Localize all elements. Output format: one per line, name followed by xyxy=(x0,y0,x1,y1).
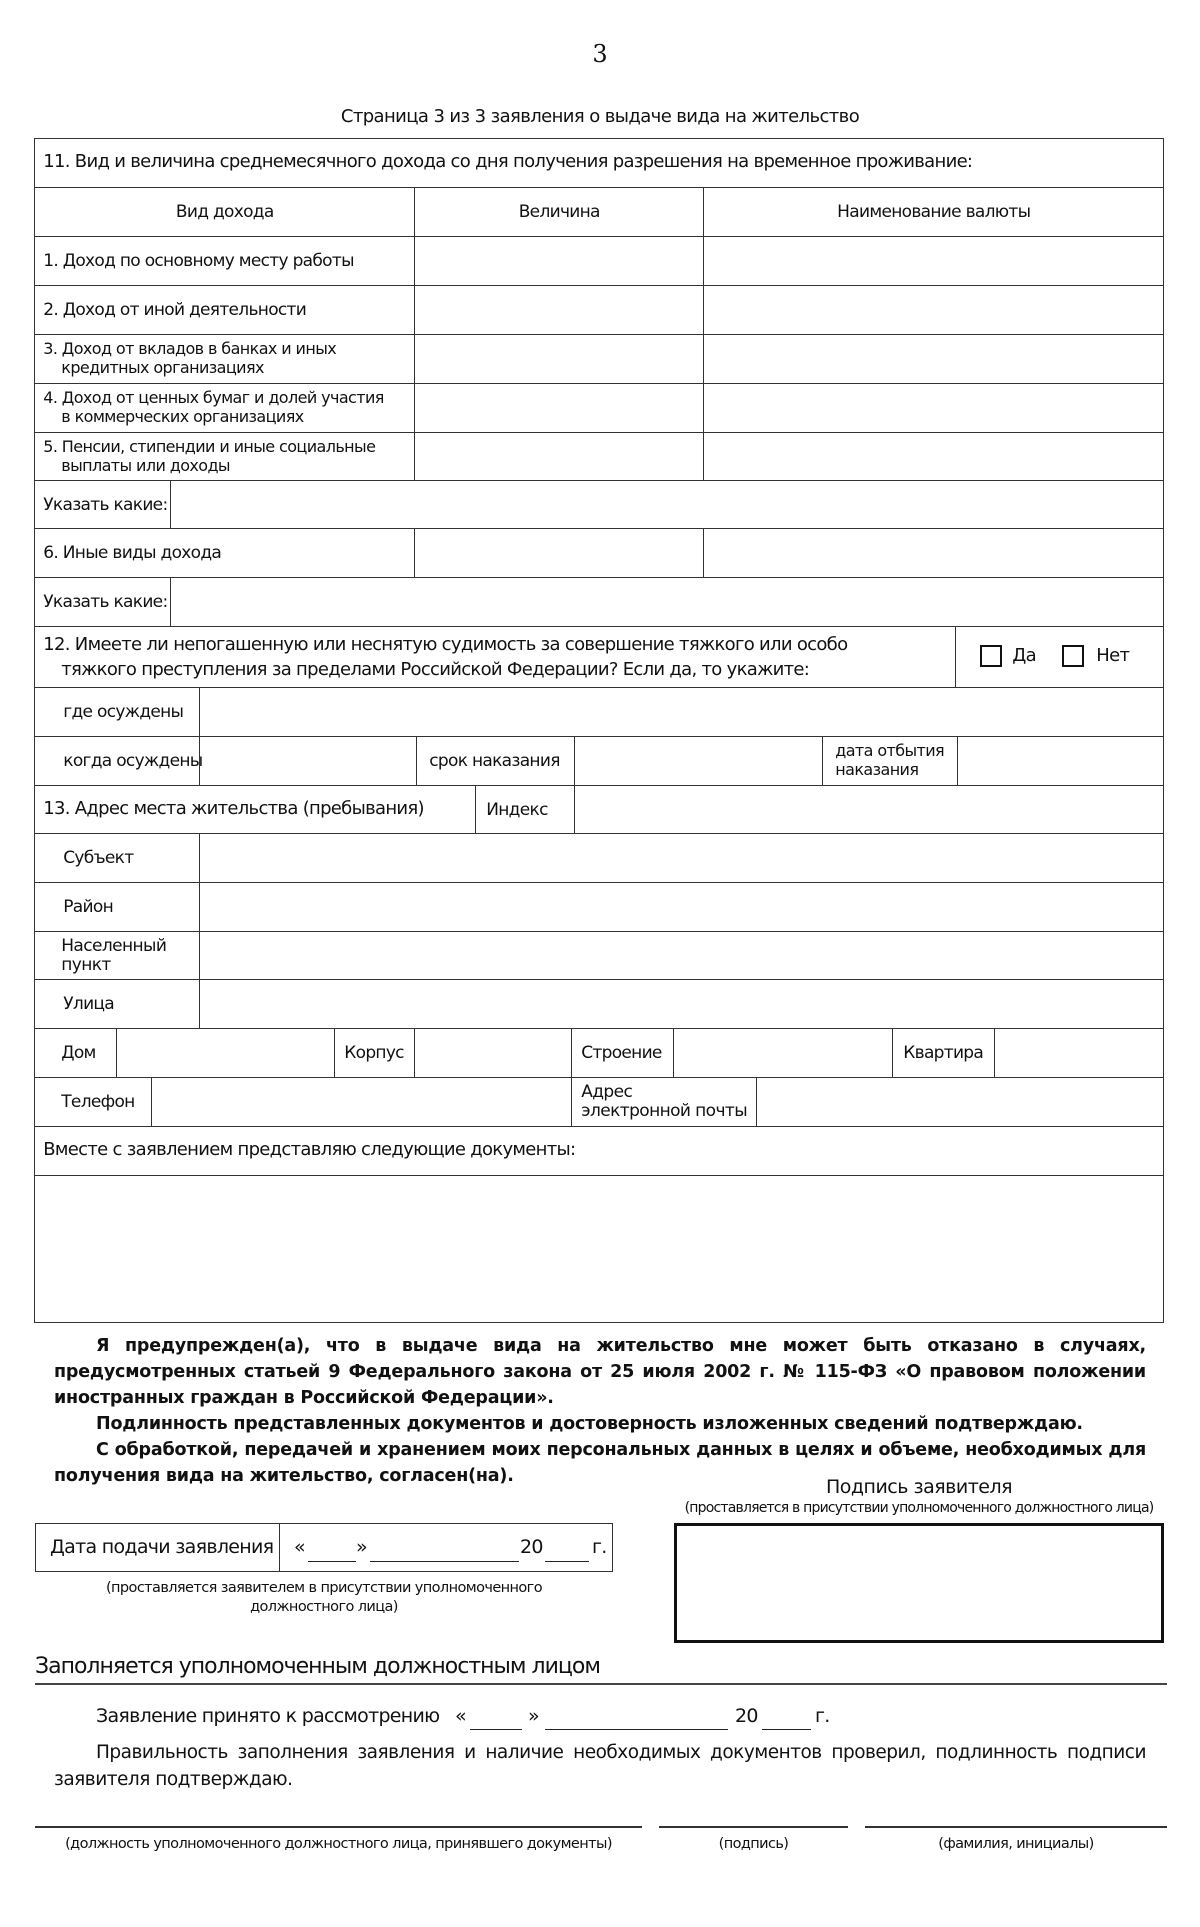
col-header-income-type-label: Вид дохода xyxy=(175,202,274,223)
accepted-label: Заявление принято к рассмотрению xyxy=(96,1705,440,1727)
income-row-1-label xyxy=(34,236,415,286)
specify-1-label-cell xyxy=(34,480,171,529)
email-label-line1: Адрес xyxy=(581,1082,633,1103)
building-field[interactable] xyxy=(414,1028,572,1078)
section13-heading-cell xyxy=(34,785,476,834)
building-label: Корпус xyxy=(344,1043,404,1064)
income-row-4-text-line2: в коммерческих организациях xyxy=(61,407,304,427)
income-row-6-amount-field[interactable] xyxy=(414,528,704,578)
no-label: Нет xyxy=(1096,645,1130,667)
col-header-amount xyxy=(414,187,704,237)
where-field[interactable] xyxy=(199,687,1164,737)
accepted-open-quote: « xyxy=(455,1705,466,1727)
yes-no-cell xyxy=(955,626,1164,688)
income-row-5-amount-field[interactable] xyxy=(414,432,704,481)
submission-note-line2: должностного лица) xyxy=(250,1599,398,1615)
accepted-day-field[interactable] xyxy=(470,1729,522,1730)
locality-field[interactable] xyxy=(199,931,1164,980)
submission-date-box xyxy=(35,1523,613,1572)
declaration-consent: С обработкой, передачей и хранением моих персональных данных в целях и объеме, необходимых для получения вида на жительство, согласен(на). xyxy=(54,1440,1146,1486)
position-signature-line[interactable] xyxy=(35,1826,642,1828)
section12-question-line2: тяжкого преступления за пределами Российской Федерации? Если да, то укажите: xyxy=(61,659,810,681)
submission-year-suffix: г. xyxy=(592,1536,607,1558)
income-row-4-currency-field[interactable] xyxy=(703,383,1164,433)
signature-line[interactable] xyxy=(659,1826,848,1828)
accepted-year-suffix: г. xyxy=(815,1705,830,1727)
release-date-field[interactable] xyxy=(957,736,1164,786)
apartment-label: Квартира xyxy=(903,1043,984,1064)
income-row-4-amount-field[interactable] xyxy=(414,383,704,433)
accepted-month-field[interactable] xyxy=(545,1729,728,1730)
release-label-line1: дата отбытия xyxy=(835,741,945,761)
submission-day-field[interactable] xyxy=(308,1561,356,1562)
no-checkbox[interactable] xyxy=(1062,645,1084,667)
official-heading: Заполняется уполномоченным должностным лицом xyxy=(35,1654,600,1679)
income-row-6-label xyxy=(34,528,415,578)
income-row-5-text-line2: выплаты или доходы xyxy=(61,456,230,476)
specify-2-label-cell xyxy=(34,577,171,627)
income-row-1-text: 1. Доход по основному месту работы xyxy=(43,251,354,272)
income-row-2-label xyxy=(34,285,415,335)
accepted-close-quote: » xyxy=(528,1705,539,1727)
income-row-1-amount-field[interactable] xyxy=(414,236,704,286)
declaration-authenticity: Подлинность представленных документов и достоверность изложенных сведений подтверждаю. xyxy=(96,1414,1083,1434)
index-field[interactable] xyxy=(574,785,1164,834)
official-heading-rule xyxy=(35,1683,1167,1685)
submission-year-field[interactable] xyxy=(545,1561,589,1562)
name-line[interactable] xyxy=(865,1826,1167,1828)
col-header-amount-label: Величина xyxy=(518,202,600,223)
section11-header-cell xyxy=(34,138,1164,188)
district-field[interactable] xyxy=(199,882,1164,932)
subject-field[interactable] xyxy=(199,833,1164,883)
specify-2-field[interactable] xyxy=(170,577,1164,627)
section12-question-line1: 12. Имеете ли непогашенную или неснятую судимость за совершение тяжкого или особо xyxy=(43,634,848,656)
income-row-2-text: 2. Доход от иной деятельности xyxy=(43,300,307,321)
income-row-6-currency-field[interactable] xyxy=(703,528,1164,578)
page-title: Страница 3 из 3 заявления о выдаче вида на жительство xyxy=(340,106,860,127)
section13-heading: 13. Адрес места жительства (пребывания) xyxy=(43,798,424,820)
submission-date-label: Дата подачи заявления xyxy=(50,1536,274,1558)
yes-label: Да xyxy=(1012,645,1036,667)
subject-label: Субъект xyxy=(63,848,134,869)
col-header-income-type xyxy=(34,187,415,237)
term-label-cell xyxy=(416,736,575,786)
building-label-cell xyxy=(334,1028,415,1078)
section12-question-cell xyxy=(34,626,956,688)
income-row-3-text-line2: кредитных организациях xyxy=(61,358,264,378)
declaration-text xyxy=(54,1333,1146,1489)
income-row-3-amount-field[interactable] xyxy=(414,334,704,384)
income-row-5-text-line1: 5. Пенсии, стипендии и иные социальные xyxy=(43,437,376,457)
term-label: срок наказания xyxy=(429,751,560,772)
section11-heading: 11. Вид и величина среднемесячного дохода со дня получения разрешения на временное проживание: xyxy=(43,151,973,173)
release-label-cell xyxy=(822,736,958,786)
documents-field[interactable] xyxy=(34,1175,1164,1323)
where-label: где осуждены xyxy=(63,702,184,723)
submission-note-line1: (проставляется заявителем в присутствии уполномоченного xyxy=(106,1580,542,1596)
structure-label: Строение xyxy=(581,1043,662,1064)
email-label-line2: электронной почты xyxy=(581,1101,748,1122)
index-label: Индекс xyxy=(486,800,548,821)
income-row-2-currency-field[interactable] xyxy=(703,285,1164,335)
locality-label-cell xyxy=(34,931,200,980)
term-field[interactable] xyxy=(574,736,823,786)
when-field[interactable] xyxy=(199,736,417,786)
street-label-cell xyxy=(34,979,200,1029)
index-label-cell xyxy=(475,785,575,834)
structure-field[interactable] xyxy=(673,1028,893,1078)
house-field[interactable] xyxy=(116,1028,335,1078)
phone-label: Телефон xyxy=(61,1092,135,1113)
income-row-5-currency-field[interactable] xyxy=(703,432,1164,481)
accepted-year-field[interactable] xyxy=(762,1729,811,1730)
income-row-6-text: 6. Иные виды дохода xyxy=(43,543,222,564)
street-label: Улица xyxy=(63,994,115,1015)
declaration-warning: Я предупрежден(а), что в выдаче вида на жительство мне может быть отказано в случаях, предусмотренных статьей 9 Федерального закона от 25 июля 2002 г. № 115-ФЗ «О правовом положении иностранных граждан в Российской Федерации». xyxy=(54,1336,1146,1408)
locality-label-line1: Населенный xyxy=(61,936,167,957)
specify-2-label: Указать какие: xyxy=(43,592,168,613)
structure-label-cell xyxy=(571,1028,674,1078)
caption-position: (должность уполномоченного должностного лица, принявшего документы) xyxy=(65,1836,612,1852)
specify-1-field[interactable] xyxy=(170,480,1164,529)
submission-century: 20 xyxy=(520,1536,543,1558)
signature-box[interactable] xyxy=(674,1523,1164,1643)
income-row-3-text-line1: 3. Доход от вкладов в банках и иных xyxy=(43,339,337,359)
subject-label-cell xyxy=(34,833,200,883)
income-row-1-currency-field[interactable] xyxy=(703,236,1164,286)
apartment-label-cell xyxy=(892,1028,995,1078)
house-label-cell xyxy=(34,1028,117,1078)
income-row-2-amount-field[interactable] xyxy=(414,285,704,335)
where-label-cell xyxy=(34,687,200,737)
col-header-currency xyxy=(703,187,1164,237)
release-label-line2: наказания xyxy=(835,760,919,780)
page-number: 3 xyxy=(592,40,608,68)
documents-label-cell xyxy=(34,1126,1164,1176)
income-row-3-label xyxy=(34,334,415,384)
submission-month-field[interactable] xyxy=(370,1561,519,1562)
district-label-cell xyxy=(34,882,200,932)
documents-label: Вместе с заявлением представляю следующие документы: xyxy=(43,1139,576,1161)
when-label-cell xyxy=(34,736,203,786)
district-label: Район xyxy=(63,897,113,918)
accepted-century: 20 xyxy=(735,1705,758,1727)
verification-text: Правильность заполнения заявления и наличие необходимых документов проверил, подлинность подписи заявителя подтверждаю. xyxy=(54,1742,1146,1790)
email-label-cell xyxy=(571,1077,757,1127)
income-row-4-label xyxy=(34,383,415,433)
income-row-3-currency-field[interactable] xyxy=(703,334,1164,384)
signature-title: Подпись заявителя xyxy=(825,1476,1013,1498)
house-label: Дом xyxy=(61,1043,96,1064)
signature-note: (проставляется в присутствии уполномоченного должностного лица) xyxy=(684,1500,1154,1516)
phone-field[interactable] xyxy=(151,1077,572,1127)
phone-label-cell xyxy=(34,1077,152,1127)
yes-checkbox[interactable] xyxy=(980,645,1002,667)
submission-close-quote: » xyxy=(356,1536,367,1558)
email-field[interactable] xyxy=(756,1077,1164,1127)
col-header-currency-label: Наименование валюты xyxy=(837,202,1031,223)
specify-1-label: Указать какие: xyxy=(43,495,168,516)
street-field[interactable] xyxy=(199,979,1164,1029)
income-row-4-text-line1: 4. Доход от ценных бумаг и долей участия xyxy=(43,388,384,408)
submission-date-divider xyxy=(279,1524,280,1571)
caption-name: (фамилия, инициалы) xyxy=(938,1836,1094,1852)
submission-open-quote: « xyxy=(294,1536,305,1558)
locality-label-line2: пункт xyxy=(61,955,111,976)
caption-signature: (подпись) xyxy=(718,1836,789,1852)
income-row-5-label xyxy=(34,432,415,481)
apartment-field[interactable] xyxy=(994,1028,1164,1078)
when-label: когда осуждены xyxy=(63,751,203,772)
